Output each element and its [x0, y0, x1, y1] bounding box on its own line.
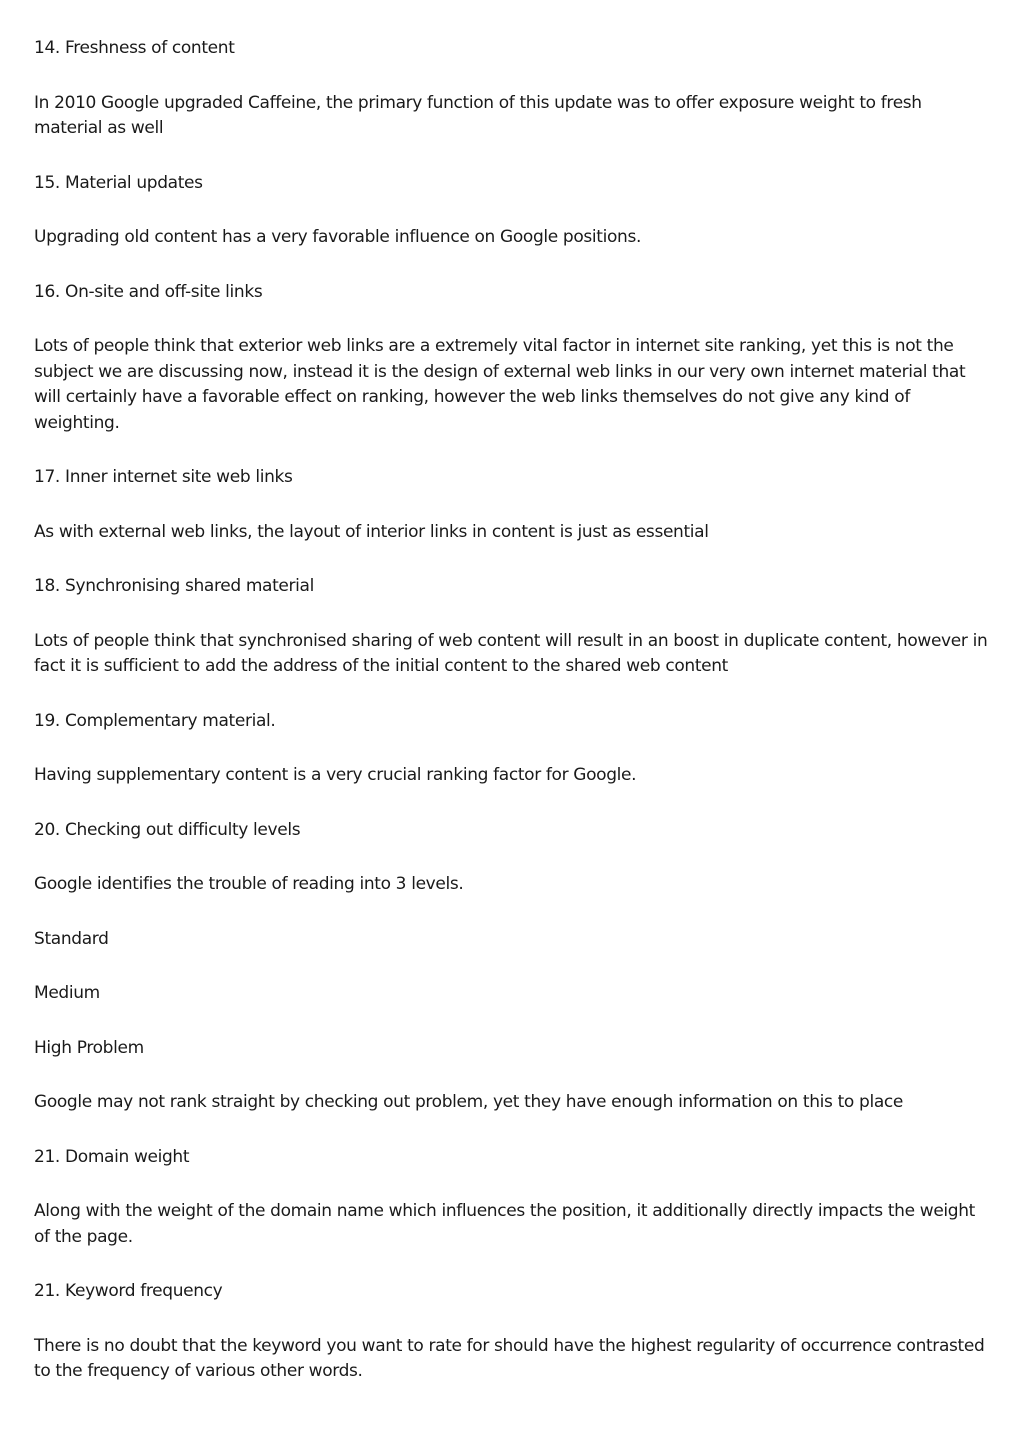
paragraph-complementary-material: Having supplementary content is a very crucial ranking factor for Google. — [34, 765, 637, 785]
heading-keyword-frequency: 21. Keyword frequency — [34, 1281, 223, 1301]
heading-material-updates: 15. Material updates — [34, 172, 203, 193]
paragraph-material-updates: Upgrading old content has a very favorable influence on Google positions. — [34, 227, 642, 247]
level-medium: Medium — [34, 983, 100, 1003]
heading-domain-weight: 21. Domain weight — [34, 1146, 190, 1167]
paragraph-on-site-off-site-links: Lots of people think that exterior web links are a extremely vital factor in internet site ranking, yet this is not the subject we are discussing now, instead it is the design of external web links in our very own internet material that will certainly have a favorable effect on ranking, however the web links themselves do not give any kind of weighting. — [34, 336, 966, 433]
paragraph-inner-site-links: As with external web links, the layout of interior links in content is just as essential — [34, 521, 709, 542]
paragraph-keyword-frequency: There is no doubt that the keyword you want to rate for should have the highest regularity of occurrence contrasted to the frequency of various other words. — [34, 1335, 985, 1381]
level-standard: Standard — [34, 928, 109, 949]
paragraph-synchronising-shared-material: Lots of people think that synchronised sharing of web content will result in an boost in duplicate content, however in fact it is sufficient to add the address of the initial content to the shared web content — [34, 630, 988, 676]
level-high-problem: High Problem — [34, 1037, 144, 1058]
paragraph-domain-weight: Along with the weight of the domain name which influences the position, it additionally directly impacts the weight of the page. — [34, 1201, 975, 1247]
heading-difficulty-levels: 20. Checking out difficulty levels — [34, 819, 301, 840]
heading-freshness-of-content: 14. Freshness of content — [34, 38, 235, 58]
paragraph-difficulty-ranking: Google may not rank straight by checking out problem, yet they have enough information on this to place — [34, 1092, 903, 1112]
paragraph-freshness: In 2010 Google upgraded Caffeine, the primary function of this update was to offer exposure weight to fresh material as well — [34, 92, 922, 138]
heading-inner-site-links: 17. Inner internet site web links — [34, 467, 293, 487]
document-body — [34, 36, 994, 1414]
heading-on-site-off-site-links: 16. On-site and off-site links — [34, 281, 263, 302]
paragraph-difficulty-levels: Google identifies the trouble of reading into 3 levels. — [34, 874, 464, 894]
heading-complementary-material: 19. Complementary material. — [34, 710, 276, 731]
heading-synchronising-shared-material: 18. Synchronising shared material — [34, 576, 314, 596]
